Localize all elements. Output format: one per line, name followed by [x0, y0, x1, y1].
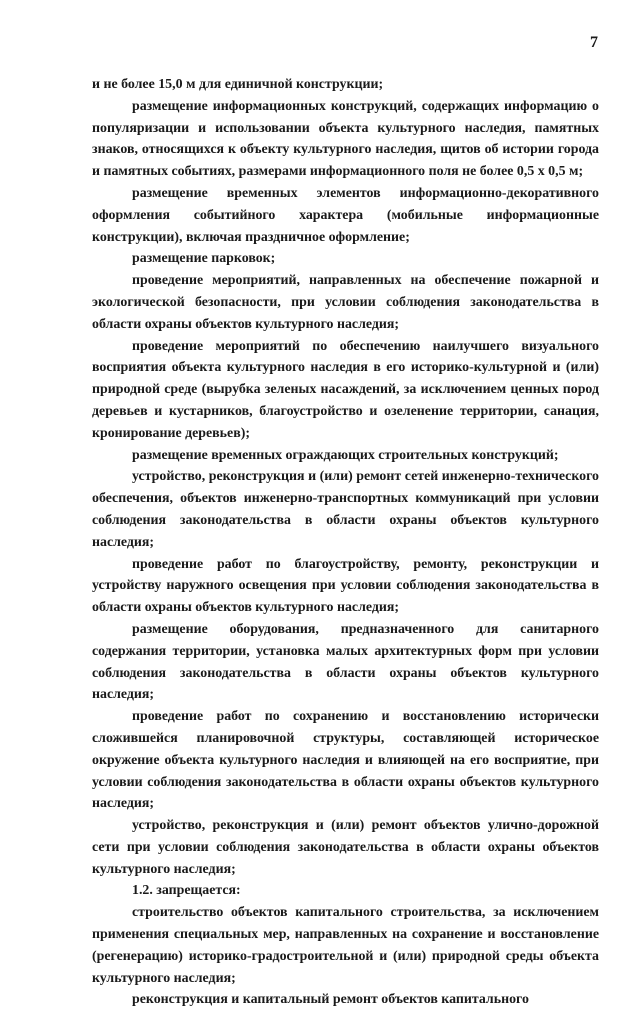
- paragraph-info-constructions: размещение информационных конструкций, содержащих информацию о популяризации и использовании объекта культурного наследия, памятных знаков, относящихся к объекту культурного наследия, щитов об истории города и памятных событиях, размерами информационного поля не более 0,5 х 0,5 м;: [92, 98, 599, 180]
- page-number: 7: [590, 34, 598, 51]
- paragraph-continuation: и не более 15,0 м для единичной конструкции;: [92, 77, 384, 92]
- paragraph-engineering-networks: устройство, реконструкция и (или) ремонт сетей инженерно-технического обеспечения, объектов инженерно-транспортных коммуникаций при условии соблюдения законодательства в области охраны объектов культурного наследия;: [92, 469, 599, 550]
- document-body: [92, 74, 599, 1011]
- paragraph-road-network: устройство, реконструкция и (или) ремонт объектов улично-дорожной сети при условии соблюдения законодательства в области охраны объектов культурного наследия;: [92, 818, 599, 877]
- paragraph-visual-perception: проведение мероприятий по обеспечению наилучшего визуального восприятия объекта культурного наследия в его историко-культурной и (или) природной среде (вырубка зеленых насаждений, за исключением ценных пород деревьев и кустарников, благоустройство и озеленение территории, санация, кронирование деревьев);: [92, 338, 599, 441]
- paragraph-sanitary-equipment: размещение оборудования, предназначенного для санитарного содержания территории, установка малых архитектурных форм при условии соблюдения законодательства в области охраны объектов культурного наследия;: [92, 621, 599, 703]
- paragraph-temporary-fences: размещение временных ограждающих строительных конструкций;: [132, 447, 559, 463]
- paragraph-outdoor-lighting: проведение работ по благоустройству, ремонту, реконструкции и устройству наружного освещения при условии соблюдения законодательства в области охраны объектов культурного наследия;: [92, 556, 599, 616]
- section-heading-prohibited: 1.2. запрещается:: [132, 883, 241, 899]
- paragraph-planning-structure: проведение работ по сохранению и восстановлению исторически сложившейся планировочной структуры, составляющей историческое окружение объекта культурного наследия и влияющей на его восприятие, при условии соблюдения законодательства в области охраны объектов культурного наследия;: [92, 709, 599, 812]
- paragraph-temporary-decor: размещение временных элементов информационно-декоративного оформления событийного характера (мобильные информационные конструкции), включая праздничное оформление;: [92, 185, 599, 245]
- paragraph-parking: размещение парковок;: [132, 251, 276, 267]
- paragraph-capital-construction: строительство объектов капитального строительства, за исключением применения специальных мер, направленных на сохранение и восстановление (регенерацию) историко-градостроительной и (или) природной среды объекта культурного наследия;: [92, 905, 599, 986]
- paragraph-reconstruction: реконструкция и капитальный ремонт объектов капитального: [132, 992, 529, 1008]
- paragraph-fire-safety: проведение мероприятий, направленных на обеспечение пожарной и экологической безопасности, при условии соблюдения законодательства в области охраны объектов культурного наследия;: [92, 273, 599, 332]
